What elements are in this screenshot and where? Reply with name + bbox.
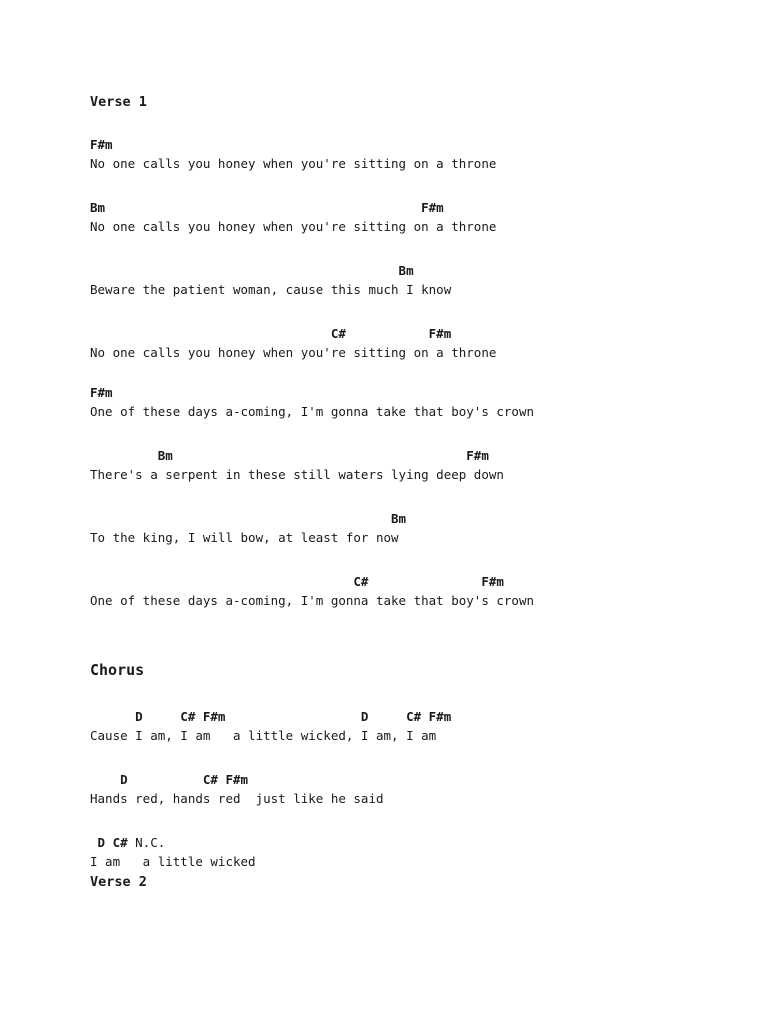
chord-names: D C# — [90, 835, 128, 850]
chord-line: Bm F#m — [90, 448, 489, 463]
lyric-line: Beware the patient woman, cause this much I know — [90, 282, 452, 297]
chord-line: C# F#m — [90, 574, 504, 589]
chord-line: Bm — [90, 511, 407, 526]
lyric-line: Hands red, hands red just like he said — [90, 791, 384, 806]
no-chord-label: N.C. — [127, 835, 166, 850]
lyric-line: There's a serpent in these still waters lying deep down — [90, 467, 504, 482]
lyric-line: No one calls you honey when you're sitting on a throne — [90, 219, 497, 234]
chord-line: Bm F#m — [90, 200, 444, 215]
chord-line: F#m — [90, 385, 113, 400]
lyric-line: No one calls you honey when you're sitting on a throne — [90, 156, 497, 171]
lyric-line: I am a little wicked — [90, 854, 256, 869]
chord-line: D C# F#m D C# F#m — [90, 709, 452, 724]
section-title-verse-1: Verse 1 — [90, 94, 147, 110]
section-title-chorus: Chorus — [90, 661, 145, 679]
lyric-line: To the king, I will bow, at least for now — [90, 530, 399, 545]
chord-line: F#m — [90, 137, 113, 152]
chord-line: C# F#m — [90, 326, 452, 341]
lyric-line: One of these days a-coming, I'm gonna take that boy's crown — [90, 593, 535, 608]
section-title-verse-2: Verse 2 — [90, 874, 147, 890]
chord-line: D C# F#m — [90, 772, 249, 787]
lyric-line: No one calls you honey when you're sitting on a throne — [90, 345, 497, 360]
lyric-line: One of these days a-coming, I'm gonna take that boy's crown — [90, 404, 535, 419]
chord-line — [90, 835, 165, 851]
lyric-line: Cause I am, I am a little wicked, I am, I am — [90, 728, 437, 743]
chord-line: Bm — [90, 263, 414, 278]
